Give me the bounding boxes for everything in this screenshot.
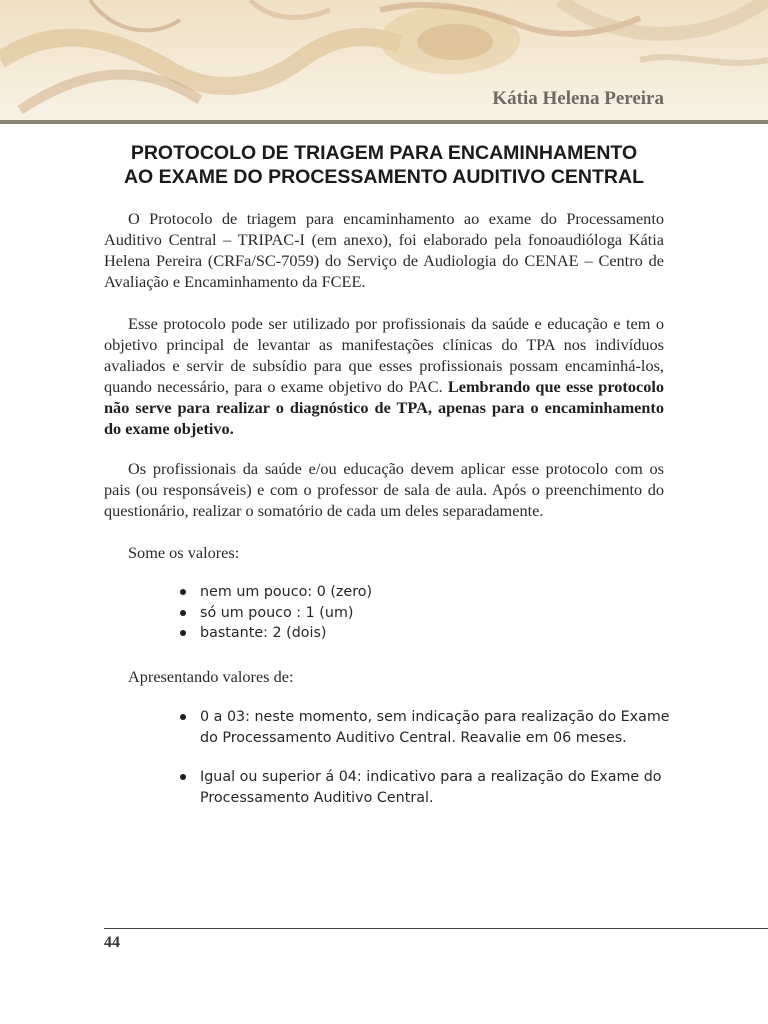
list-item: 0 a 03: neste momento, sem indicação para realização do Exame do Processamento Auditivo Central. Reavalie em 06 meses.	[176, 707, 676, 748]
bullet-icon	[180, 610, 186, 616]
list-item: nem um pouco: 0 (zero)	[176, 582, 676, 603]
list-item: bastante: 2 (dois)	[176, 623, 676, 644]
bullet-icon	[180, 714, 186, 720]
results-list	[176, 707, 676, 748]
results-label: Apresentando valores de:	[128, 667, 294, 686]
footer-divider	[104, 928, 768, 929]
header-decorative-band	[0, 0, 768, 120]
list-item: Igual ou superior á 04: indicativo para a realização do Exame do Processamento Auditivo Central.	[176, 767, 676, 808]
bullet-icon	[180, 630, 186, 636]
paragraph-1-text: O Protocolo de triagem para encaminhamento ao exame do Processamento Auditivo Central – TRIPAC-I (em anexo), foi elaborado pela fonoaudióloga Kátia Helena Pereira (CRFa/SC-7059) do Serviço de Audiologia do CENAE – Centro de Avaliação e Encaminhamento da FCEE.	[104, 209, 664, 291]
header-divider	[0, 120, 768, 124]
values-label: Some os valores:	[128, 543, 240, 562]
paragraph-3-text: Os profissionais da saúde e/ou educação devem aplicar esse protocolo com os pais (ou responsáveis) e com o professor de sala de aula. Após o preenchimento do questionário, realizar o somatório de cada um deles separadamente.	[104, 459, 664, 520]
paragraph-2-text: Esse protocolo pode ser utilizado por profissionais da saúde e educação e tem o objetivo principal de levantar as manifestações clínicas do TPA nos indivíduos avaliados e servir de subsídio para que esses profissionais possam encaminhá-los, quando necessário, para o exame objetivo do PAC.	[104, 314, 664, 396]
paragraph-2	[104, 313, 664, 439]
title-line-2: AO EXAME DO PROCESSAMENTO AUDITIVO CENTRAL	[123, 166, 645, 188]
list-item: só um pouco : 1 (um)	[176, 603, 676, 624]
title-line-1: PROTOCOLO DE TRIAGEM PARA ENCAMINHAMENTO	[130, 142, 638, 164]
bullet-icon	[180, 774, 186, 780]
bullet-icon	[180, 589, 186, 595]
paragraph-1	[104, 208, 664, 292]
paragraph-2-bold: Lembrando que esse protocolo não serve para realizar o diagnóstico de TPA, apenas para o encaminhamento do exame objetivo.	[104, 377, 664, 438]
page-title	[104, 141, 664, 189]
values-list	[176, 582, 676, 644]
page-number: 44	[104, 934, 120, 951]
results-list-2	[176, 767, 676, 808]
header-author: Kátia Helena Pereira	[492, 88, 664, 109]
paragraph-3	[104, 458, 664, 521]
